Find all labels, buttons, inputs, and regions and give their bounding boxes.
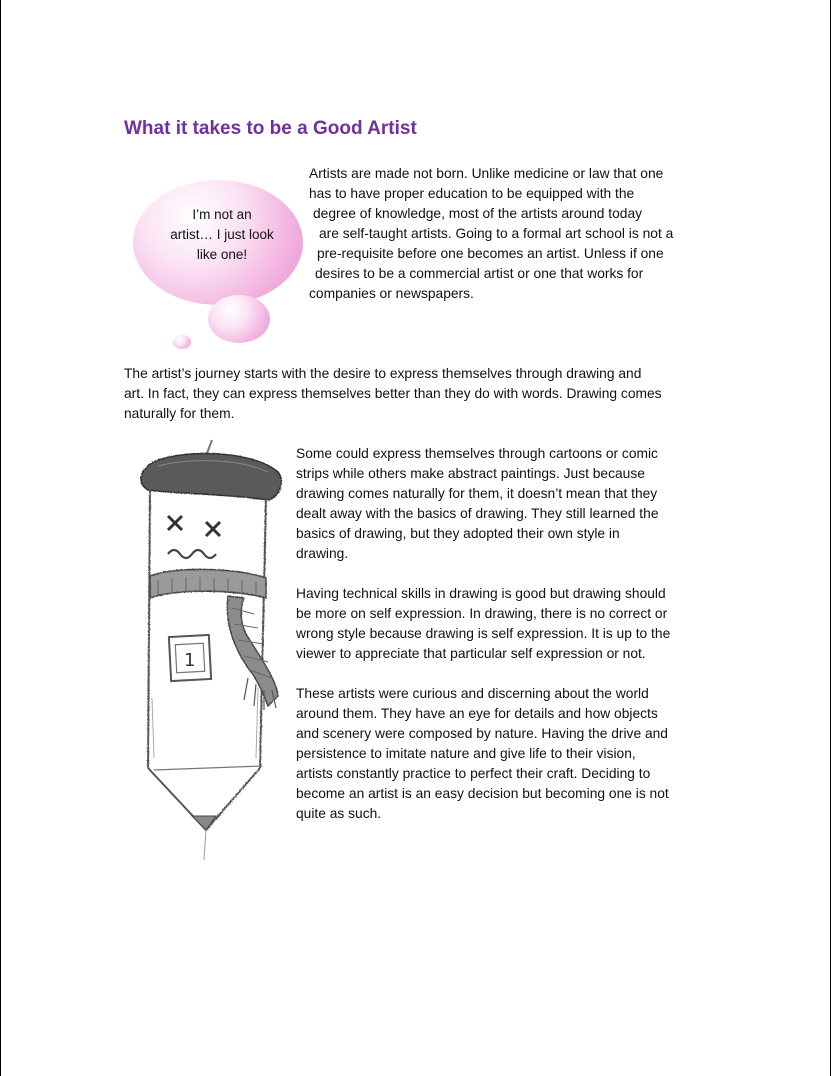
text-line: Some could express themselves through cartoons or comic	[296, 446, 658, 461]
text-line: become an artist is an easy decision but becoming one is not	[296, 786, 669, 801]
cartoons-paragraph	[296, 444, 659, 564]
text-line: and scenery were composed by nature. Having the drive and	[296, 726, 668, 741]
technical-skills-paragraph	[296, 584, 670, 664]
page-left-edge	[0, 0, 1, 1076]
text-line: The artist’s journey starts with the desire to express themselves through drawing and	[124, 366, 642, 381]
bubble-line: artist… I just look	[170, 227, 274, 242]
text-line: be more on self expression. In drawing, there is no correct or	[296, 606, 668, 621]
text-line: are self-taught artists. Going to a formal art school is not a	[319, 226, 674, 241]
text-line: basics of drawing, but they adopted their own style in	[296, 526, 620, 541]
text-line: artists constantly practice to perfect their craft. Deciding to	[296, 766, 651, 781]
text-line: wrong style because drawing is self expression. It is up to the	[296, 626, 671, 641]
text-line: around them. They have an eye for details and how objects	[296, 706, 658, 721]
thought-bubble-tail-small	[173, 335, 191, 349]
text-line: companies or newspapers.	[309, 286, 474, 301]
pencil-drawing	[128, 438, 288, 866]
document-title: What it takes to be a Good Artist	[124, 118, 417, 139]
thought-bubble	[128, 170, 308, 360]
text-line: pre-requisite before one becomes an artist. Unless if one	[317, 246, 664, 261]
pencil-character-illustration	[128, 438, 288, 866]
intro-paragraph	[309, 164, 673, 304]
text-line: art. In fact, they can express themselves better than they do with words. Drawing comes	[124, 386, 662, 401]
text-line: quite as such.	[296, 806, 382, 821]
journey-paragraph	[124, 364, 662, 424]
text-line: persistence to imitate nature and give life to their vision,	[296, 746, 636, 761]
pencil-label: 1	[184, 650, 196, 671]
bubble-line: like one!	[196, 247, 248, 262]
text-line: drawing comes naturally for them, it doesn’t mean that they	[296, 486, 658, 501]
text-line: dealt away with the basics of drawing. They still learned the	[296, 506, 659, 521]
text-line: desires to be a commercial artist or one that works for	[315, 266, 644, 281]
text-line: viewer to appreciate that particular self expression or not.	[296, 646, 646, 661]
thought-bubble-text	[148, 205, 296, 265]
text-line: Artists are made not born. Unlike medicine or law that one	[309, 166, 664, 181]
text-line: degree of knowledge, most of the artists around today	[313, 206, 643, 221]
text-line: Having technical skills in drawing is good but drawing should	[296, 586, 666, 601]
thought-bubble-tail-large	[208, 295, 270, 343]
text-line: strips while others make abstract paintings. Just because	[296, 466, 645, 481]
curious-artists-paragraph	[296, 684, 669, 824]
text-line: naturally for them.	[124, 406, 235, 421]
text-line: These artists were curious and discerning about the world	[296, 686, 649, 701]
text-line: drawing.	[296, 546, 349, 561]
bubble-line: I’m not an	[192, 207, 252, 222]
text-line: has to have proper education to be equipped with the	[309, 186, 635, 201]
